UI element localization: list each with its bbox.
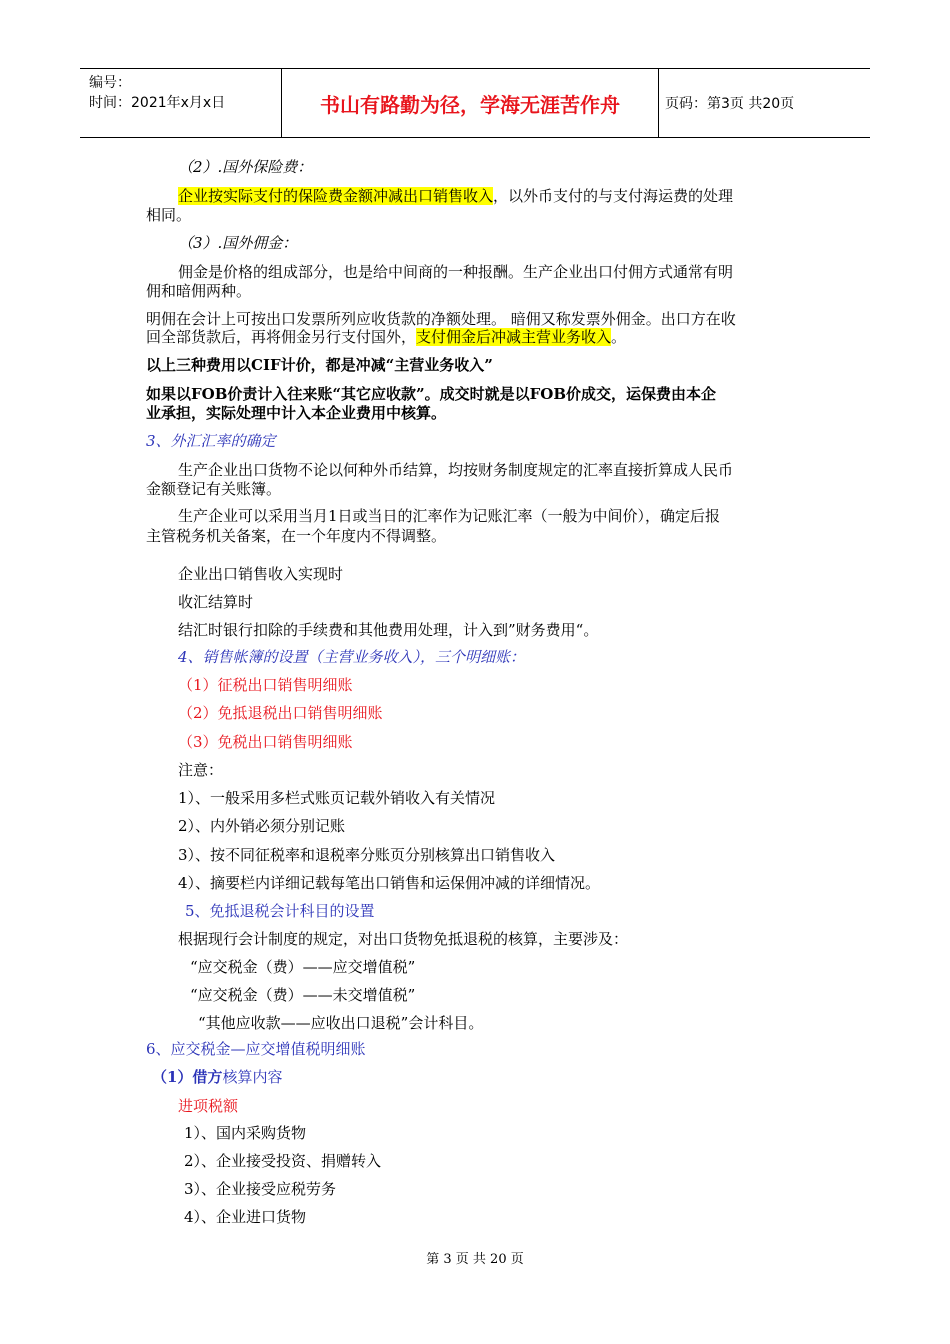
highlight-text: 支付佣金后冲减主营业务收入 [416,328,612,346]
text-span: ，以外币支付的与支付海运费的处理 [493,187,734,205]
paragraph-line: 企业出口销售收入实现时 [178,565,344,583]
motto: 书山有路勤为径，学海无涯苦作舟 [282,69,659,137]
section-heading-4: 4、销售帐簿的设置（主营业务收入），三个明细账： [178,648,526,666]
list-item: “应交税金（费）——应交增值税” [190,958,416,976]
note-label: 注意： [178,761,224,779]
paragraph-line: 生产企业出口货物不论以何种外币结算，均按财务制度规定的汇率直接折算成人民币 [178,461,734,479]
list-item: 3）、企业接受应税劳务 [184,1180,337,1198]
text-span: 核算内容 [222,1068,283,1086]
list-item: 4）、企业进口货物 [184,1208,307,1226]
highlight-text: 企业按实际支付的保险费金额冲减出口销售收入 [178,187,494,205]
paragraph-line: 佣金是价格的组成部分，也是给中间商的一种报酬。生产企业出口付佣方式通常有明 [178,263,734,281]
section-heading-5: 5、免抵退税会计科目的设置 [185,902,375,920]
paragraph-line [178,186,733,206]
list-item: 4）、摘要栏内详细记载每笔出口销售和运保佣冲减的详细情况。 [178,874,601,892]
paragraph-line: 明佣在会计上可按出口发票所列应收货款的净额处理。 暗佣又称发票外佣金。出口方在收 [146,310,736,328]
paragraph-line: 主管税务机关备案，在一个年度内不得调整。 [146,527,447,545]
paragraph-line: 生产企业可以采用当月1日或当日的汇率作为记账汇率（一般为中间价），确定后报 [178,507,721,525]
list-item: “其他应收款——应收出口退税”会计科目。 [198,1014,484,1032]
list-item: 1）、一般采用多栏式账页记载外销收入有关情况 [178,789,496,807]
section-heading-6: 6、应交税金—应交增值税明细账 [146,1040,366,1058]
heading-commission: （3）.国外佣金： [178,234,298,252]
bold-note: 业承担，实际处理中计入本企业费用中核算。 [146,404,447,422]
debit-label: （1）借方 [152,1068,223,1086]
list-item: 2）、企业接受投资、捐赠转入 [184,1152,382,1170]
paragraph-line: 佣和暗佣两种。 [146,282,252,300]
list-item: （3）免税出口销售明细账 [178,733,353,751]
paragraph-line: 相同。 [146,206,192,224]
time-label: 时间：2021年x月x日 [89,95,226,111]
subheading [152,1067,282,1087]
paragraph-line: 根据现行会计制度的规定，对出口货物免抵退税的核算，主要涉及： [178,930,629,948]
section-heading-3: 3、外汇汇率的确定 [146,432,276,450]
bold-note: 以上三种费用以CIF计价，都是冲减“主营业务收入” [146,356,493,374]
text-span: 。 [611,328,627,346]
text-span: 回全部货款后，再将佣金另行支付国外， [146,328,417,346]
header-meta [80,69,282,137]
paragraph-line [146,327,626,347]
list-item: （2）免抵退税出口销售明细账 [178,704,383,722]
page-label: 页码：第3页 共20页 [665,96,795,112]
code-label: 编号： [89,75,131,91]
paragraph-line: 结汇时银行扣除的手续费和其他费用处理，计入到”财务费用“。 [178,621,599,639]
paragraph-line: 金额登记有关账簿。 [146,480,282,498]
header-table [80,68,870,138]
bold-note: 如果以FOB价责计入往来账“其它应收款”。成交时就是以FOB价成交，运保费由本企 [146,385,717,403]
paragraph-line: 收汇结算时 [178,593,254,611]
list-item: “应交税金（费）——未交增值税” [190,986,416,1004]
list-item: 3）、按不同征税率和退税率分账页分别核算出口销售收入 [178,846,556,864]
page-footer: 第 3 页 共 20 页 [426,1252,524,1267]
heading-insurance: （2）.国外保险费： [178,158,313,176]
list-item: 进项税额 [178,1097,239,1115]
list-item: （1）征税出口销售明细账 [178,676,353,694]
list-item: 2）、内外销必须分别记账 [178,817,346,835]
list-item: 1）、国内采购货物 [184,1124,307,1142]
